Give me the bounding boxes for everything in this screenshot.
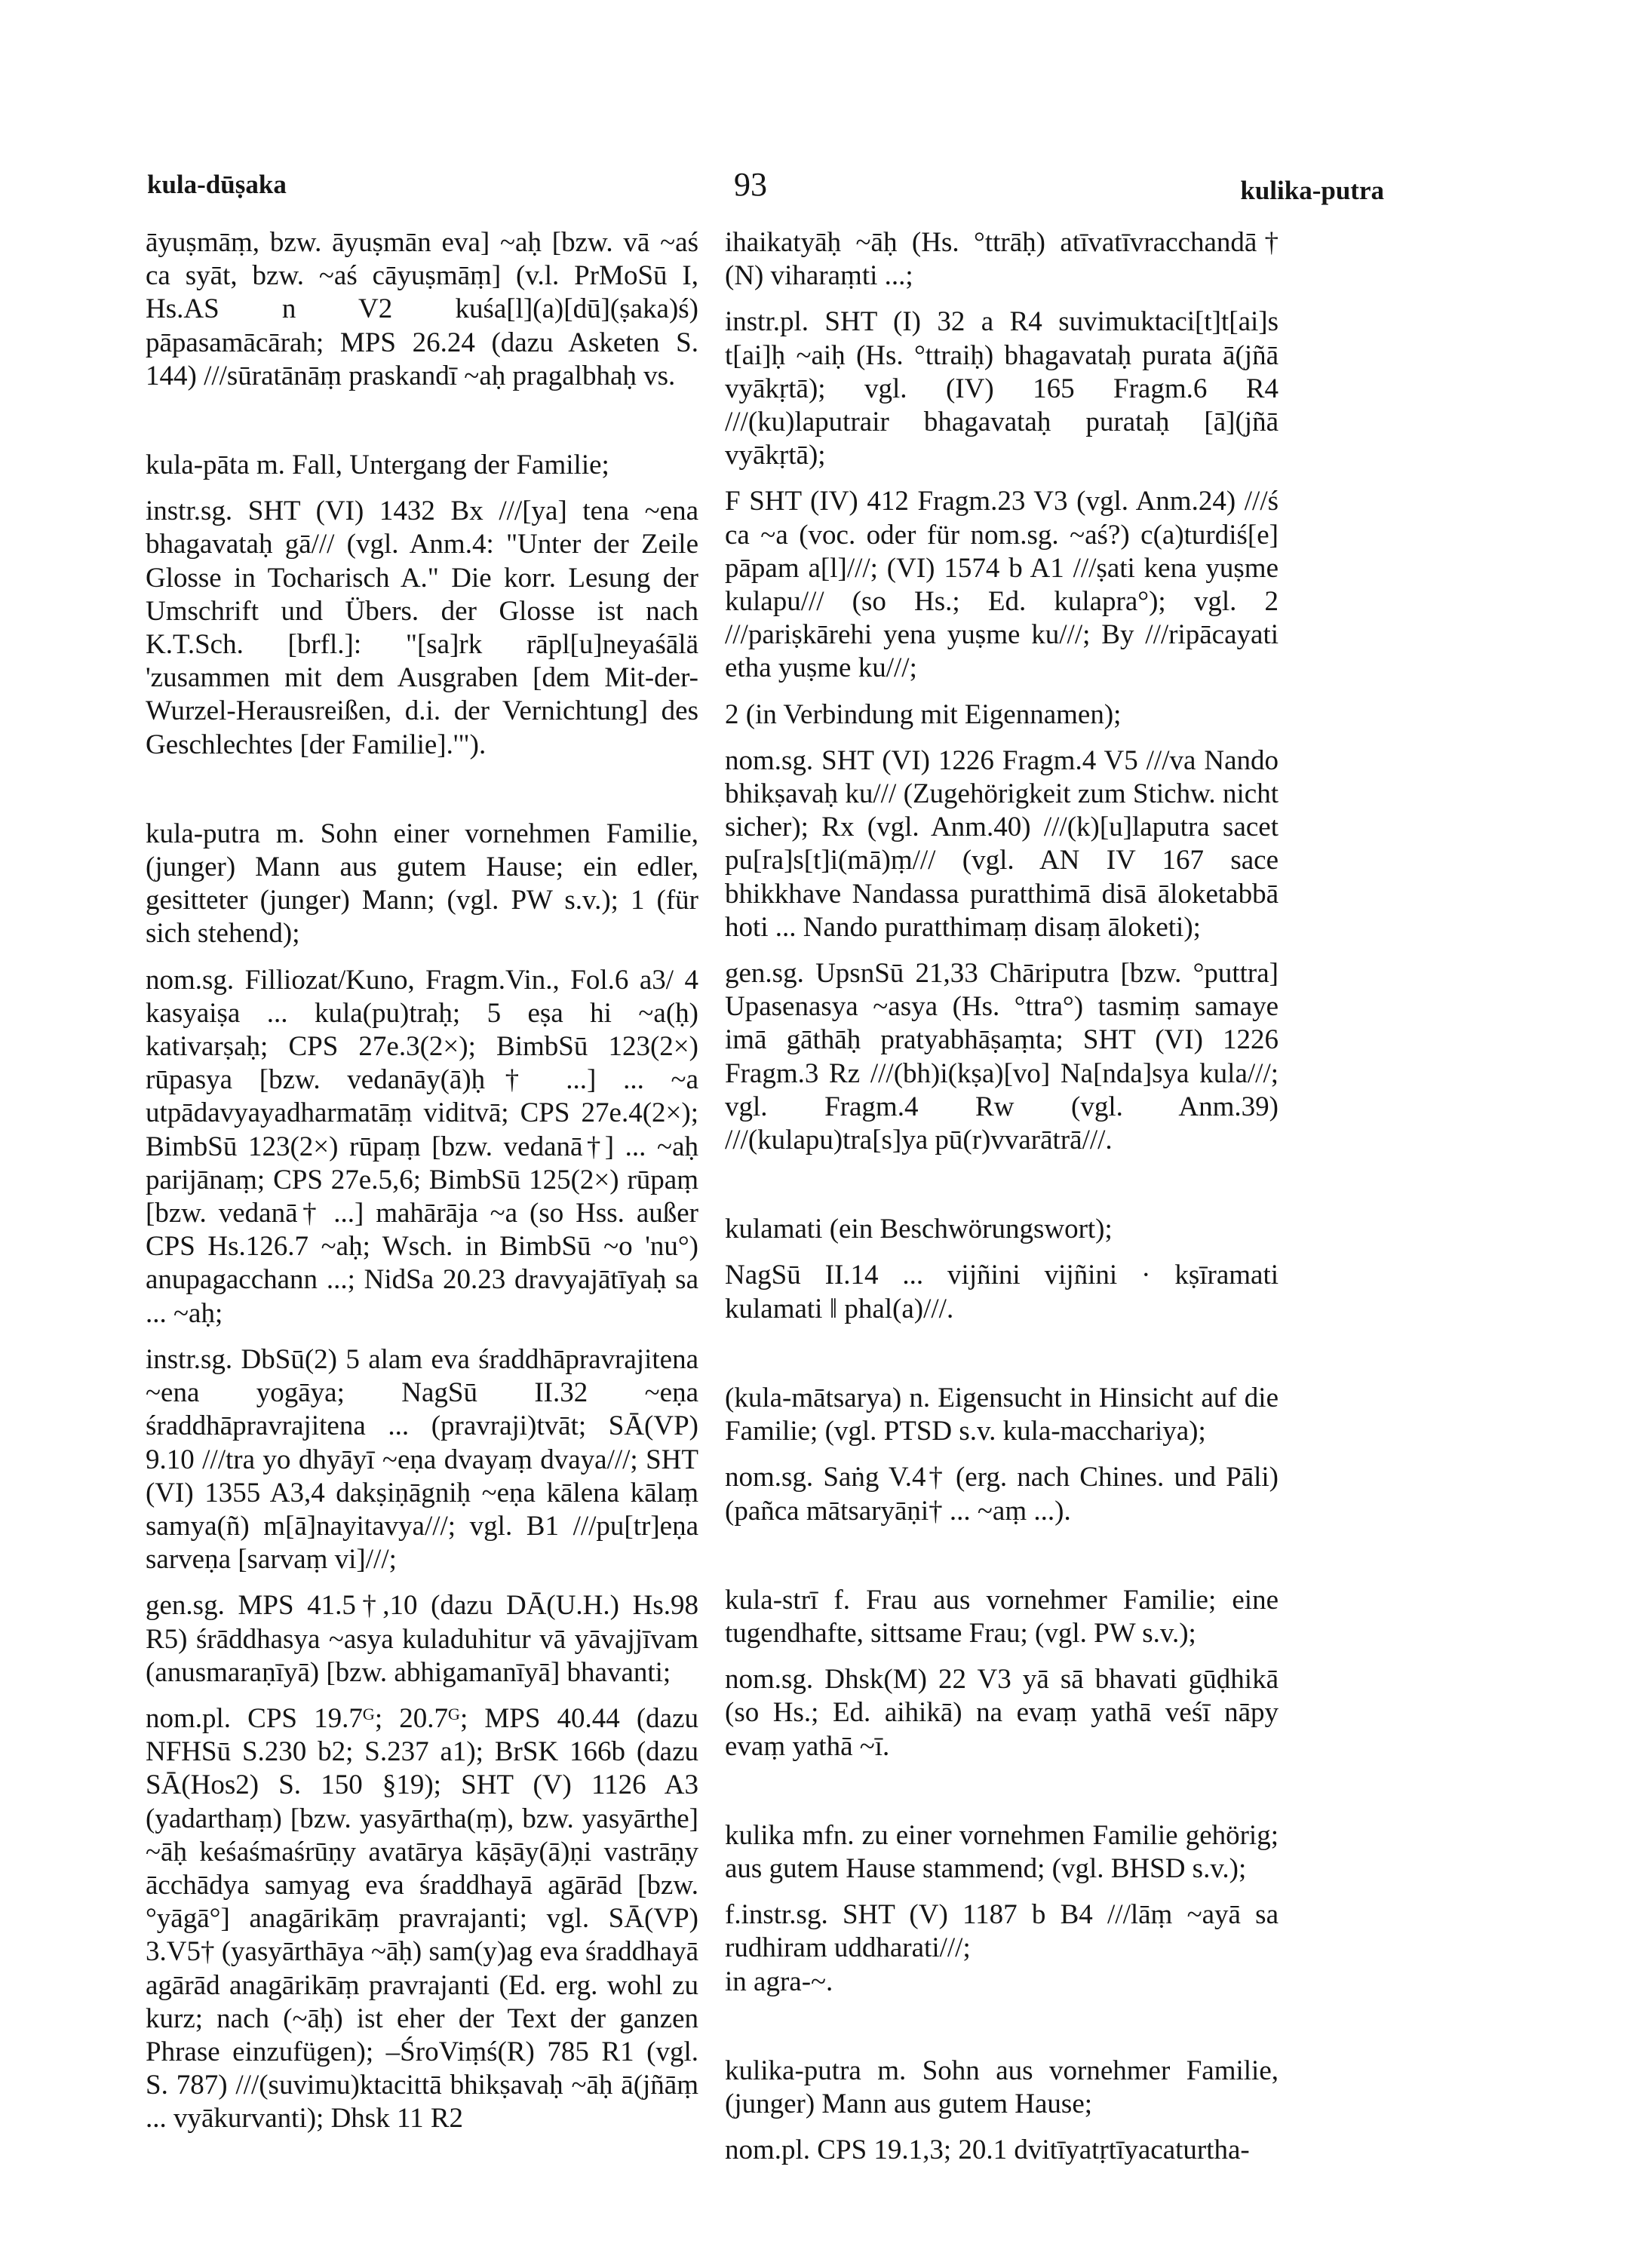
entry-kula-putra-instr-pl: instr.pl. SHT (I) 32 a R4 suvimuktaci[t]t[ai]s t[ai]ḥ ~aiḥ (Hs. °ttraiḥ) bhagavataḥ purata ā(jñā vyākṛtā); vgl. (IV) 165 Fragm.6 R4 ///(ku)laputrair bhagavataḥ purataḥ [ā](jñā vyākṛtā); xyxy=(725,306,1279,471)
entry-kulika-putra-citation: nom.pl. CPS 19.1,3; 20.1 dvitīyatṛtīyacaturtha- xyxy=(725,2134,1250,2166)
entry-kulamati-headword: kulamati (ein Beschwörungswort); xyxy=(725,1214,1113,1245)
entry-kula-putra-instr-sg: instr.sg. DbSū(2) 5 alam eva śraddhāpravrajitena ~ena yogāya; NagSū II.32 ~eṇa śraddhāpravrajitena ... (pravraji)tvāt; SĀ(VP) 9.10 ///tra yo dhyāyī ~eṇa dvayaṃ dvaya///; SHT (VI) 1355 A3,4 dakṣiṇāgniḥ ~eṇa kālena kālaṃ samya(ñ) m[ā]nayitavya///; vgl. B1 ///pu[tr]eṇa sarveṇa [sarvaṃ vi]///; xyxy=(146,1343,698,1576)
entry-kula-stri-citation: nom.sg. Dhsk(M) 22 V3 yā sā bhavati gūḍhikā (so Hs.; Ed. aihikā) na evaṃ yathā veśī nāpy evaṃ yathā ~ī. xyxy=(725,1664,1279,1762)
entry-kula-putra-nom-sg: nom.sg. Filliozat/Kuno, Fragm.Vin., Fol.6 a3/ 4 kasyaiṣa ... kula(pu)traḥ; 5 eṣa hi ~a(ḥ) kativarṣaḥ; CPS 27e.3(2×); BimbSū 123(2×) rūpasya [bzw. vedanāy(ā)ḥ† ...] ... ~a utpādavyayadharmatāṃ viditvā; CPS 27e.4(2×); BimbSū 123(2×) rūpaṃ [bzw. vedanā†] ... ~aḥ parijānaṃ; CPS 27e.5,6; BimbSū 125(2×) rūpaṃ [bzw. vedanā† ...] mahārāja ~a (so Hss. außer CPS Hs.126.7 ~aḥ; Wsch. in BimbSū ~o 'nu°) anupagacchann ...; NidSa 20.23 dravyajātīyaḥ sa ... ~aḥ; xyxy=(146,964,698,1329)
entry-kula-matsarya-citation: nom.sg. Saṅg V.4† (erg. nach Chines. und Pāli) (pañca mātsaryāṇi† ... ~aṃ ...). xyxy=(725,1462,1279,1527)
running-header xyxy=(147,162,1384,215)
header-left-headword: kula-dūṣaka xyxy=(147,170,287,199)
entry-kula-putra-2-nom-sg: nom.sg. SHT (VI) 1226 Fragm.4 V5 ///va Nando bhikṣavaḥ ku/// (Zugehörigkeit zum Stichw. nicht sicher); Rx (vgl. Anm.40) ///(k)[u]laputra sacet pu[ra]s[t]i(mā)ṃ/// (vgl. AN IV 167 sace bhikkhave Nandassa puratthimā disā āloketabbā hoti ... Nando puratthimaṃ disaṃ āloketi); xyxy=(725,744,1279,943)
entry-kula-putra-sense-2: 2 (in Verbindung mit Eigennamen); xyxy=(725,698,1122,730)
left-column xyxy=(146,226,698,2136)
header-right-headword: kulika-putra xyxy=(1240,176,1384,205)
entry-kula-putra-headword: kula-putra m. Sohn einer vornehmen Familie, (junger) Mann aus gutem Hause; ein edler, gesitteter (junger) Mann; (vgl. PW s.v.); 1 (für sich stehend); xyxy=(146,818,698,950)
entry-kula-stri-headword: kula-strī f. Frau aus vornehmer Familie; eine tugendhafte, sittsame Frau; (vgl. PW s.v.); xyxy=(725,1584,1279,1649)
entry-kula-matsarya-headword: (kula-mātsarya) n. Eigensucht in Hinsicht auf die Familie; (vgl. PTSD s.v. kula-macchariya); xyxy=(725,1382,1279,1447)
right-column xyxy=(725,226,1279,2167)
entry-kulika-headword: kulika mfn. zu einer vornehmen Familie gehörig; aus gutem Hause stammend; (vgl. BHSD s.v.); xyxy=(725,1819,1279,1884)
entry-kulika-crossref: in agra-~. xyxy=(725,1966,833,1997)
entry-kulika-citation: f.instr.sg. SHT (V) 1187 b B4 ///lāṃ ~ayā sa rudhiram uddharati///; xyxy=(725,1899,1279,1964)
entry-kula-putra-nom-pl: nom.pl. CPS 19.7ᴳ; 20.7ᴳ; MPS 40.44 (dazu NFHSū S.230 b2; S.237 a1); BrSK 166b (dazu SĀ(Hos2) S. 150 §19); SHT (V) 1126 A3 (yadarthaṃ) [bzw. yasyārtha(ṃ), bzw. yasyārthe] ~āḥ keśaśmaśrūṇy avatārya kāṣāy(ā)ṇi vastrāṇy ācchādya samyag eva śraddhayā agārād [bzw. °yāgā°] anagārikāṃ pravrajanti; vgl. SĀ(VP) 3.V5† (yasyārthāya ~āḥ) sam(y)ag eva śraddhayā agārād anagārikāṃ pravrajanti (Ed. erg. wohl zu kurz; nach (~āḥ) ist eher der Text der ganzen Phrase einzufügen); –ŚroViṃś(R) 785 R1 (vgl. S. 787) ///(suvimu)ktacittā bhikṣavaḥ ~āḥ ā(jñāṃ ... vyākurvanti); Dhsk 11 R2 xyxy=(146,1702,698,2134)
entry-kulika-putra-headword: kulika-putra m. Sohn aus vornehmer Familie, (junger) Mann aus gutem Hause; xyxy=(725,2055,1279,2119)
entry-kula-putra-gen-sg: gen.sg. MPS 41.5†,10 (dazu DĀ(U.H.) Hs.98 R5) śrāddhasya ~asya kuladuhitur vā yāvajjīvam (anusmaraṇīyā) [bzw. abhigamanīyā] bhavanti; xyxy=(146,1590,698,1688)
page-number: 93 xyxy=(734,166,767,203)
continued-citation: ihaikatyāḥ ~āḥ (Hs. °ttrāḥ) atīvatīvracchandā† (N) viharaṃti ...; xyxy=(725,227,1279,292)
entry-kula-putra-f: F SHT (IV) 412 Fragm.23 V3 (vgl. Anm.24) ///ś ca ~a (voc. oder für nom.sg. ~aś?) c(a)turdiś[e] pāpam a[l]///; (VI) 1574 b A1 ///ṣati kena yuṣme kulapu/// (so Hs.; Ed. kulapra°); vgl. 2 ///pariṣkārehi yena yuṣme ku///; By ///ripācayati etha yuṣme ku///; xyxy=(725,486,1279,684)
entry-kula-putra-2-gen-sg: gen.sg. UpsnSū 21,33 Chāriputra [bzw. °puttra] Upasenasya ~asya (Hs. °ttra°) tasmiṃ samaye imā gāthāḥ pratyabhāṣaṃta; SHT (VI) 1226 Fragm.3 Rz ///(bh)i(kṣa)[vo] Na[nda]sya kula///; vgl. Fragm.4 Rw (vgl. Anm.39) ///(kulapu)tra[s]ya pū(r)vvarātrā///. xyxy=(725,958,1279,1156)
entry-kula-pata-citation: instr.sg. SHT (VI) 1432 Bx ///[ya] tena ~ena bhagavataḥ gā/// (vgl. Anm.4: "Unter der Zeile Glosse in Tocharisch A." Die korr. Lesung der Umschrift und Übers. der Glosse ist nach K.T.Sch. [brfl.]: "[sa]rk rāpl[u]neyaśālä 'zusammen mit dem Ausgraben [dem Mit-der-Wurzel-Herausreißen, d.i. der Vernichtung] des Geschlechtes [der Familie].'"). xyxy=(146,496,698,760)
entry-kulamati-citation: NagSū II.14 ... vijñini vijñini · kṣīramati kulamati ‖ phal(a)///. xyxy=(725,1260,1279,1324)
continued-citation: āyuṣmāṃ, bzw. āyuṣmān eva] ~aḥ [bzw. vā ~aś ca syāt, bzw. ~aś cāyuṣmāṃ] (v.l. PrMoSū I, Hs.AS n V2 kuśa[l](a)[dū](ṣaka)ś) pāpasamācārah; MPS 26.24 (dazu Asketen S. 144) ///sūratānāṃ praskandī ~aḥ pragalbhaḥ vs. xyxy=(146,227,698,391)
entry-kula-pata-headword: kula-pāta m. Fall, Untergang der Familie; xyxy=(146,450,609,481)
